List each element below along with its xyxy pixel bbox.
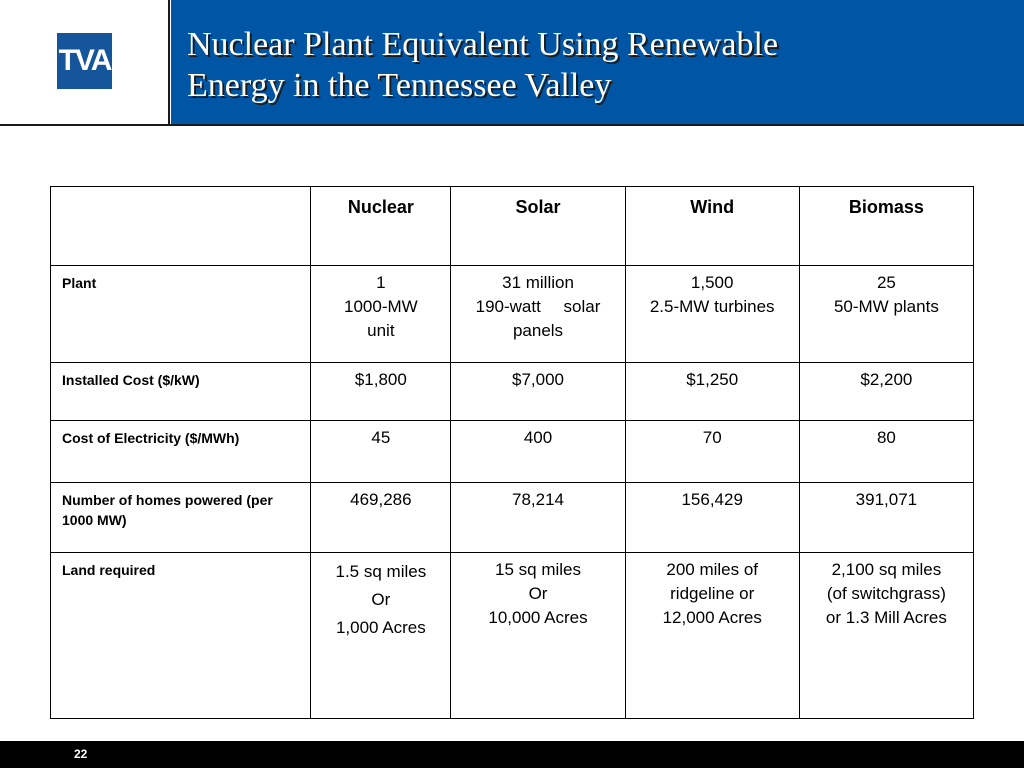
table-cell [311,483,451,553]
cell-line: 45 [371,428,391,447]
cell-line: 1000-MW [344,297,418,316]
cell-line: 80 [876,428,896,447]
cell-line: 12,000 Acres [662,608,762,627]
cell-line: 50-MW plants [833,297,939,316]
cell-line: (of switchgrass) [826,584,946,603]
table-cell [451,553,625,719]
cell-line: 391,071 [855,490,918,509]
cell-line: Or [528,584,548,603]
header-cell-biomass: Biomass [799,187,973,266]
cell-line: unit [367,321,395,340]
cell-line: $1,250 [686,370,739,389]
table-cell [799,363,973,421]
slide-header [0,0,1024,126]
table-row [51,553,974,719]
header-cell-solar: Solar [451,187,625,266]
cell-line: $7,000 [512,370,565,389]
row-label: Land required [51,553,311,719]
table-row [51,421,974,483]
cell-line: 1,000 Acres [335,618,426,637]
header-cell-nuclear: Nuclear [311,187,451,266]
cell-line: 10,000 Acres [488,608,588,627]
table-cell [311,266,451,363]
table-cell [311,363,451,421]
table-cell [311,553,451,719]
table-cell [625,483,799,553]
cell-line: 1 [376,273,386,292]
table-cell [451,483,625,553]
table-header-row [51,187,974,266]
title-line-2: Energy in the Tennessee Valley [187,67,612,104]
cell-line: 2.5-MW turbines [649,297,775,316]
row-label: Plant [51,266,311,363]
title-line-1: Nuclear Plant Equivalent Using Renewable [187,26,779,63]
table-cell [625,553,799,719]
cell-line: 31 million [502,273,574,292]
table-row [51,363,974,421]
slide-title [187,24,1007,106]
cell-line: 2,100 sq miles [831,560,942,579]
table-cell [451,363,625,421]
table-cell [799,421,973,483]
cell-line: 78,214 [512,490,565,509]
cell-line: ridgeline or [670,584,755,603]
row-label: Installed Cost ($/kW) [51,363,311,421]
slide-footer [0,741,1024,768]
cell-line: 156,429 [681,490,743,509]
page-number: 22 [74,747,88,761]
table-row [51,483,974,553]
table-cell [799,266,973,363]
table-cell [625,421,799,483]
table-row [51,266,974,363]
table-cell [451,266,625,363]
cell-line: $1,800 [354,370,407,389]
cell-line: 469,286 [350,490,412,509]
cell-line: 190-watt solar [475,297,601,316]
cell-line: 200 miles of [666,560,759,579]
cell-line: 70 [702,428,722,447]
table-cell [799,553,973,719]
logo-area [0,0,170,124]
cell-line: 15 sq miles [495,560,581,579]
table-cell [625,266,799,363]
header-cell-wind: Wind [625,187,799,266]
table-cell [625,363,799,421]
title-bar [171,0,1024,124]
header-cell-empty [51,187,311,266]
row-label: Cost of Electricity ($/MWh) [51,421,311,483]
cell-line: $2,200 [860,370,913,389]
cell-line: 1,500 [690,273,734,292]
tva-logo: TVA [57,33,112,89]
cell-line: panels [512,321,564,340]
cell-line: or 1.3 Mill Acres [825,608,947,627]
comparison-table [50,186,974,719]
cell-line: 25 [876,273,896,292]
table-cell [799,483,973,553]
cell-line: 400 [523,428,553,447]
table-cell [311,421,451,483]
cell-line: 1.5 sq miles [335,562,427,581]
row-label: Number of homes powered (per 1000 MW) [51,483,311,553]
cell-line: Or [371,590,391,609]
table-cell [451,421,625,483]
